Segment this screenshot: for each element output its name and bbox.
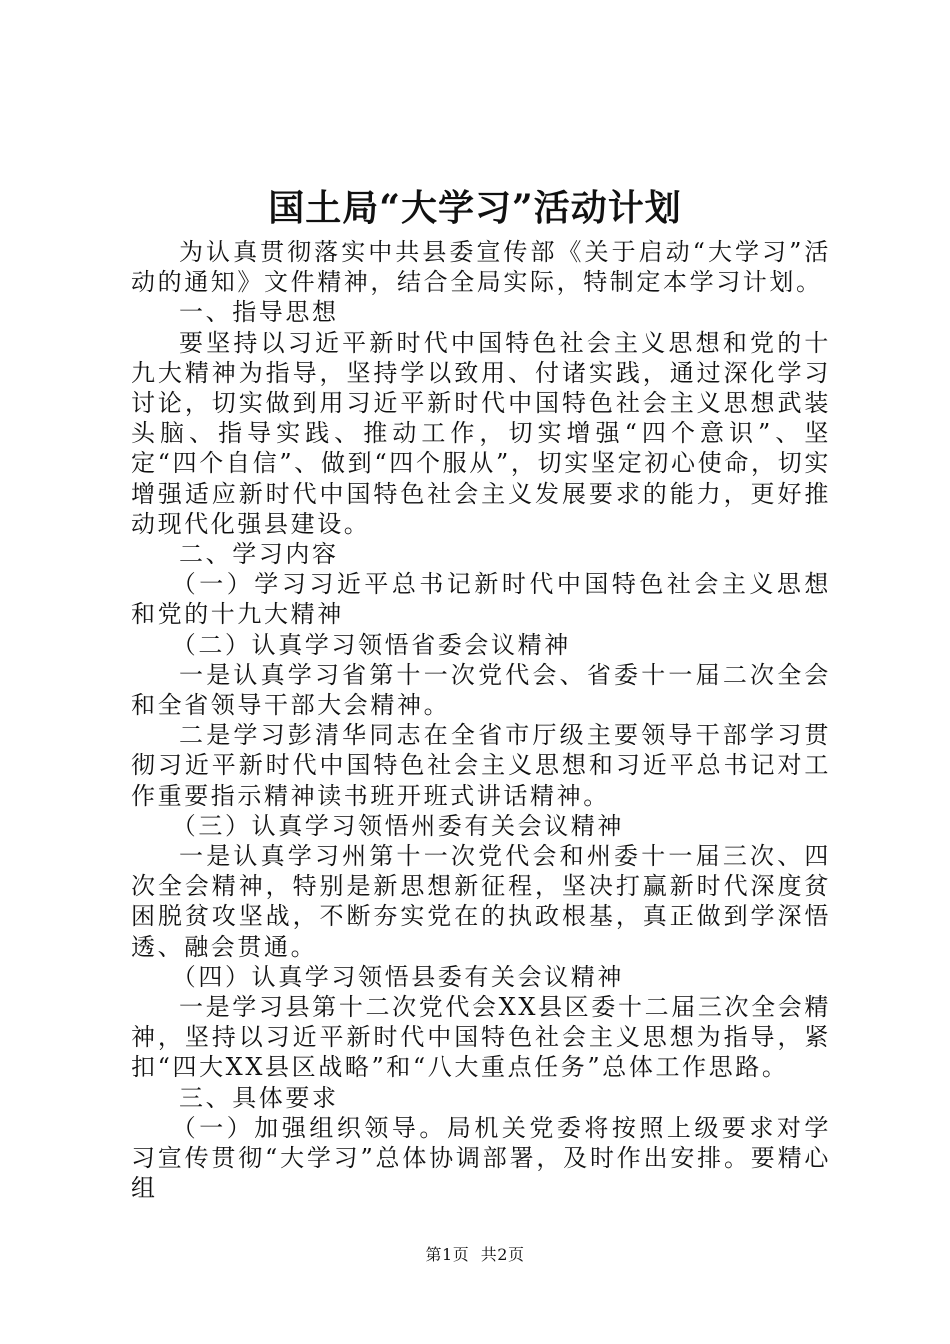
paragraph-guiding-thought: 要坚持以习近平新时代中国特色社会主义思想和党的十九大精神为指导，坚持学以致用、付诸实践，通过深化学习讨论，切实做到用习近平新时代中国特色社会主义思想武装头脑、指导实践、推动工作，切实增强“四个意识”、坚定“四个自信”、做到“四个服从”，切实坚定初心使命，切实增强适应新时代中国特色社会主义发展要求的能力，更好推动现代化强县建设。 [131,328,831,538]
subheading-1: （一）学习习近平总书记新时代中国特色社会主义思想和党的十九大精神 [131,570,831,629]
section-heading-3: 三、具体要求 [179,1083,339,1112]
paragraph-item: 一是认真学习州第十一次党代会和州委十一届三次、四次全会精神，特别是新思想新征程，坚决打赢新时代深度贫困脱贫攻坚战，不断夯实党在的执政根基，真正做到学深悟透、融会贯通。 [131,842,831,961]
paragraph-intro: 为认真贯彻落实中共县委宣传部《关于启动“大学习”活动的通知》文件精神，结合全局实际，特制定本学习计划。 [131,238,831,297]
subheading-4: （四）认真学习领悟县委有关会议精神 [171,962,624,991]
section-heading-2: 二、学习内容 [179,540,339,569]
section-heading-1: 一、指导思想 [179,298,339,327]
document-body [131,237,831,1204]
page-total: 共2页 [480,1245,525,1264]
paragraph-item: 二是学习彭清华同志在全省市厅级主要领导干部学习贯彻习近平新时代中国特色社会主义思想和习近平总书记对工作重要指示精神读书班开班式讲话精神。 [131,721,831,810]
subheading-3: （三）认真学习领悟州委有关会议精神 [171,811,624,840]
document-title: 国土局“大学习”活动计划 [268,187,682,229]
subheading-2: （二）认真学习领悟省委会议精神 [171,630,571,659]
page-footer [0,1244,950,1266]
paragraph-item: 一是认真学习省第十一次党代会、省委十一届二次全会和全省领导干部大会精神。 [131,660,831,720]
page-number: 第1页 [425,1245,470,1264]
paragraph-requirement: （一）加强组织领导。局机关党委将按照上级要求对学习宣传贯彻“大学习”总体协调部署，及时作出安排。要精心组 [131,1113,831,1203]
paragraph-item: 一是学习县第十二次党代会XX县区委十二届三次全会精神，坚持以习近平新时代中国特色社会主义思想为指导，紧扣“四大XX县区战略”和“八大重点任务”总体工作思路。 [131,993,831,1082]
